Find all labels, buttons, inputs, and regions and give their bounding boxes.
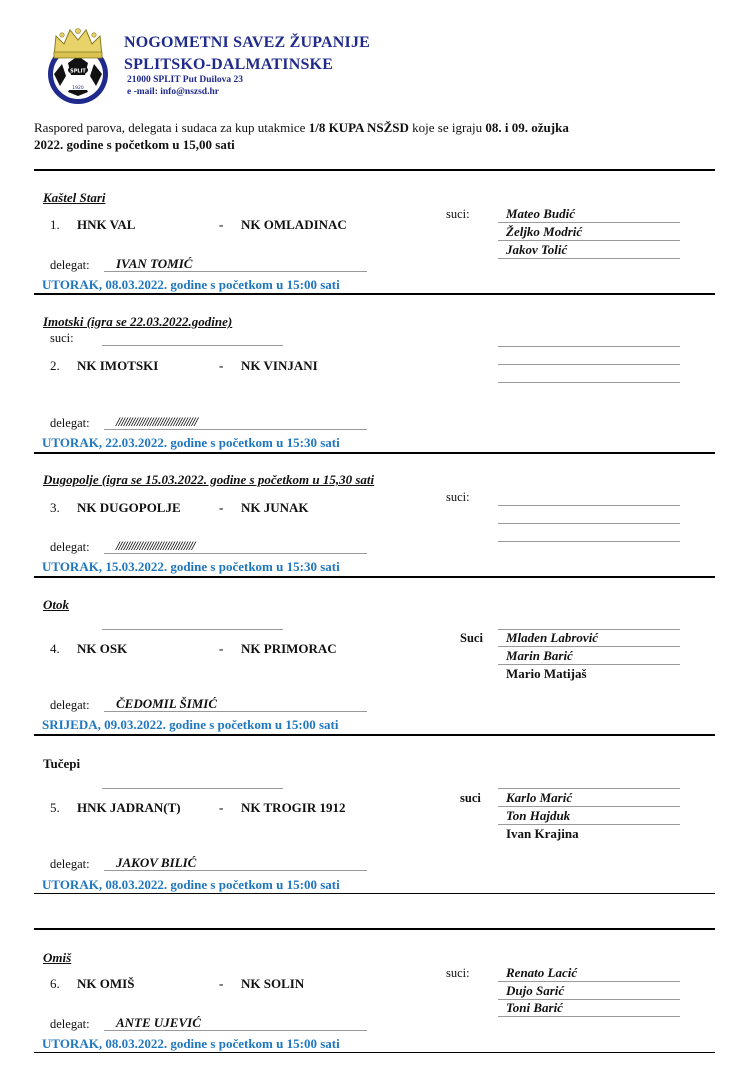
referee-name: Željko Modrić [498,224,680,241]
section-divider [34,576,715,578]
referee-name: Mario Matijaš [506,666,587,681]
match-number: 3. [50,500,60,515]
match-row [0,800,440,818]
vs-separator: - [219,800,224,815]
home-team: HNK JADRAN(T) [77,800,181,815]
intro-text-2: koje se igraju [408,120,486,135]
intro-competition: 1/8 KUPA NSŽSD [308,120,409,135]
referee-blank-line [498,505,680,506]
home-team: NK IMOTSKI [77,358,159,373]
referee-name: Mladen Labrović [498,630,680,647]
delegate-label: delegat: [50,857,90,871]
match-venue: Otok [43,597,69,612]
referees-label: Suci [460,631,483,645]
match-schedule: UTORAK, 08.03.2022. godine s početkom u 15:00 sati [42,877,340,892]
svg-text:1920: 1920 [72,86,84,91]
delegate-name: ANTE UJEVIĆ [104,1016,367,1031]
referee-name: Mateo Budić [498,206,680,223]
svg-text:SPLIT: SPLIT [70,68,86,75]
match-row [0,358,440,376]
org-email: e -mail: info@nszsd.hr [127,87,219,97]
referee-name: Ivan Krajina [506,826,579,841]
home-team: NK OMIŠ [77,976,135,991]
section-divider [34,893,715,894]
match-venue: Imotski (igra se 22.03.2022.godine) [43,314,233,329]
referee-name: Renato Lacić [498,965,680,982]
away-team: NK PRIMORAC [241,641,337,656]
match-venue: Tučepi [43,756,81,771]
referee-name: Toni Barić [498,1000,680,1017]
match-row [0,217,440,235]
match-number: 6. [50,976,60,991]
delegate-label: delegat: [50,698,90,712]
match-schedule: SRIJEDA, 09.03.2022. godine s početkom u 15:00 sati [42,717,339,732]
referee-name: Jakov Tolić [498,242,680,259]
referee-blank-line [498,523,680,524]
referees-label: suci: [446,207,470,221]
match-row [0,641,440,659]
match-schedule: UTORAK, 22.03.2022. godine s početkom u 15:30 sati [42,435,340,450]
referee-blank-line [498,541,680,542]
referee-name: Ton Hajduk [498,808,680,825]
away-team: NK JUNAK [241,500,309,515]
match-schedule: UTORAK, 15.03.2022. godine s početkom u 15:30 sati [42,559,340,574]
home-team: NK OSK [77,641,128,656]
referee-name: Karlo Marić [498,790,680,807]
referees-label: suci [460,791,481,805]
delegate-label: delegat: [50,1017,90,1031]
away-team: NK TROGIR 1912 [241,800,346,815]
delegate-name: ČEDOMIL ŠIMIĆ [104,697,367,712]
referee-name: Marin Barić [498,648,680,665]
delegate-label: delegat: [50,416,90,430]
home-team: HNK VAL [77,217,136,232]
match-number: 2. [50,358,60,373]
match-venue: Kaštel Stari [43,190,106,205]
match-row [0,976,440,994]
referee-blank-line [498,364,680,365]
section-divider [34,169,715,171]
referees-label: suci: [446,966,470,980]
federation-logo-icon [40,26,116,106]
match-venue: Dugopolje (igra se 15.03.2022. godine s početkom u 15,30 sati [43,472,375,487]
referee-blank-line [498,788,680,789]
blank-line [102,788,283,789]
referee-blank-line [498,382,680,383]
referee-name: Dujo Sarić [498,983,680,1000]
org-address: 21000 SPLIT Put Duilova 23 [127,75,243,85]
away-team: NK OMLADINAC [241,217,347,232]
away-team: NK SOLIN [241,976,305,991]
org-name-line2: SPLITSKO-DALMATINSKE [124,56,334,73]
home-team: NK DUGOPOLJE [77,500,181,515]
section-divider [34,928,715,930]
referees-label: suci: [50,331,74,345]
delegate-label: delegat: [50,540,90,554]
blank-line [102,629,283,630]
vs-separator: - [219,976,224,991]
delegate-name: JAKOV BILIĆ [104,856,367,871]
referees-label: suci: [446,490,470,504]
delegate-label: delegat: [50,258,90,272]
vs-separator: - [219,358,224,373]
match-number: 5. [50,800,60,815]
delegate-name: IVAN TOMIĆ [104,257,367,272]
intro-paragraph [34,119,594,153]
vs-separator: - [219,500,224,515]
vs-separator: - [219,217,224,232]
delegate-name: /////////////////////////////// [104,415,367,430]
delegate-name: ////////////////////////////// [104,539,367,554]
intro-dates: 08. i 09. ožujka 2022. godine s početkom u 15,00 sati [34,120,569,152]
intro-text-1: Raspored parova, delegata i sudaca za kup utakmice [34,120,309,135]
match-schedule: UTORAK, 08.03.2022. godine s početkom u 15:00 sati [42,277,340,292]
match-schedule: UTORAK, 08.03.2022. godine s početkom u 15:00 sati [42,1036,340,1051]
section-divider [34,452,715,454]
match-row [0,500,440,518]
vs-separator: - [219,641,224,656]
match-number: 4. [50,641,60,656]
blank-line [102,345,283,346]
referee-blank-line [498,346,680,347]
match-venue: Omiš [43,950,72,965]
match-number: 1. [50,217,60,232]
away-team: NK VINJANI [241,358,318,373]
section-divider [34,293,715,295]
section-divider [34,1052,715,1053]
org-name-line1: NOGOMETNI SAVEZ ŽUPANIJE [124,34,371,51]
section-divider [34,734,715,736]
